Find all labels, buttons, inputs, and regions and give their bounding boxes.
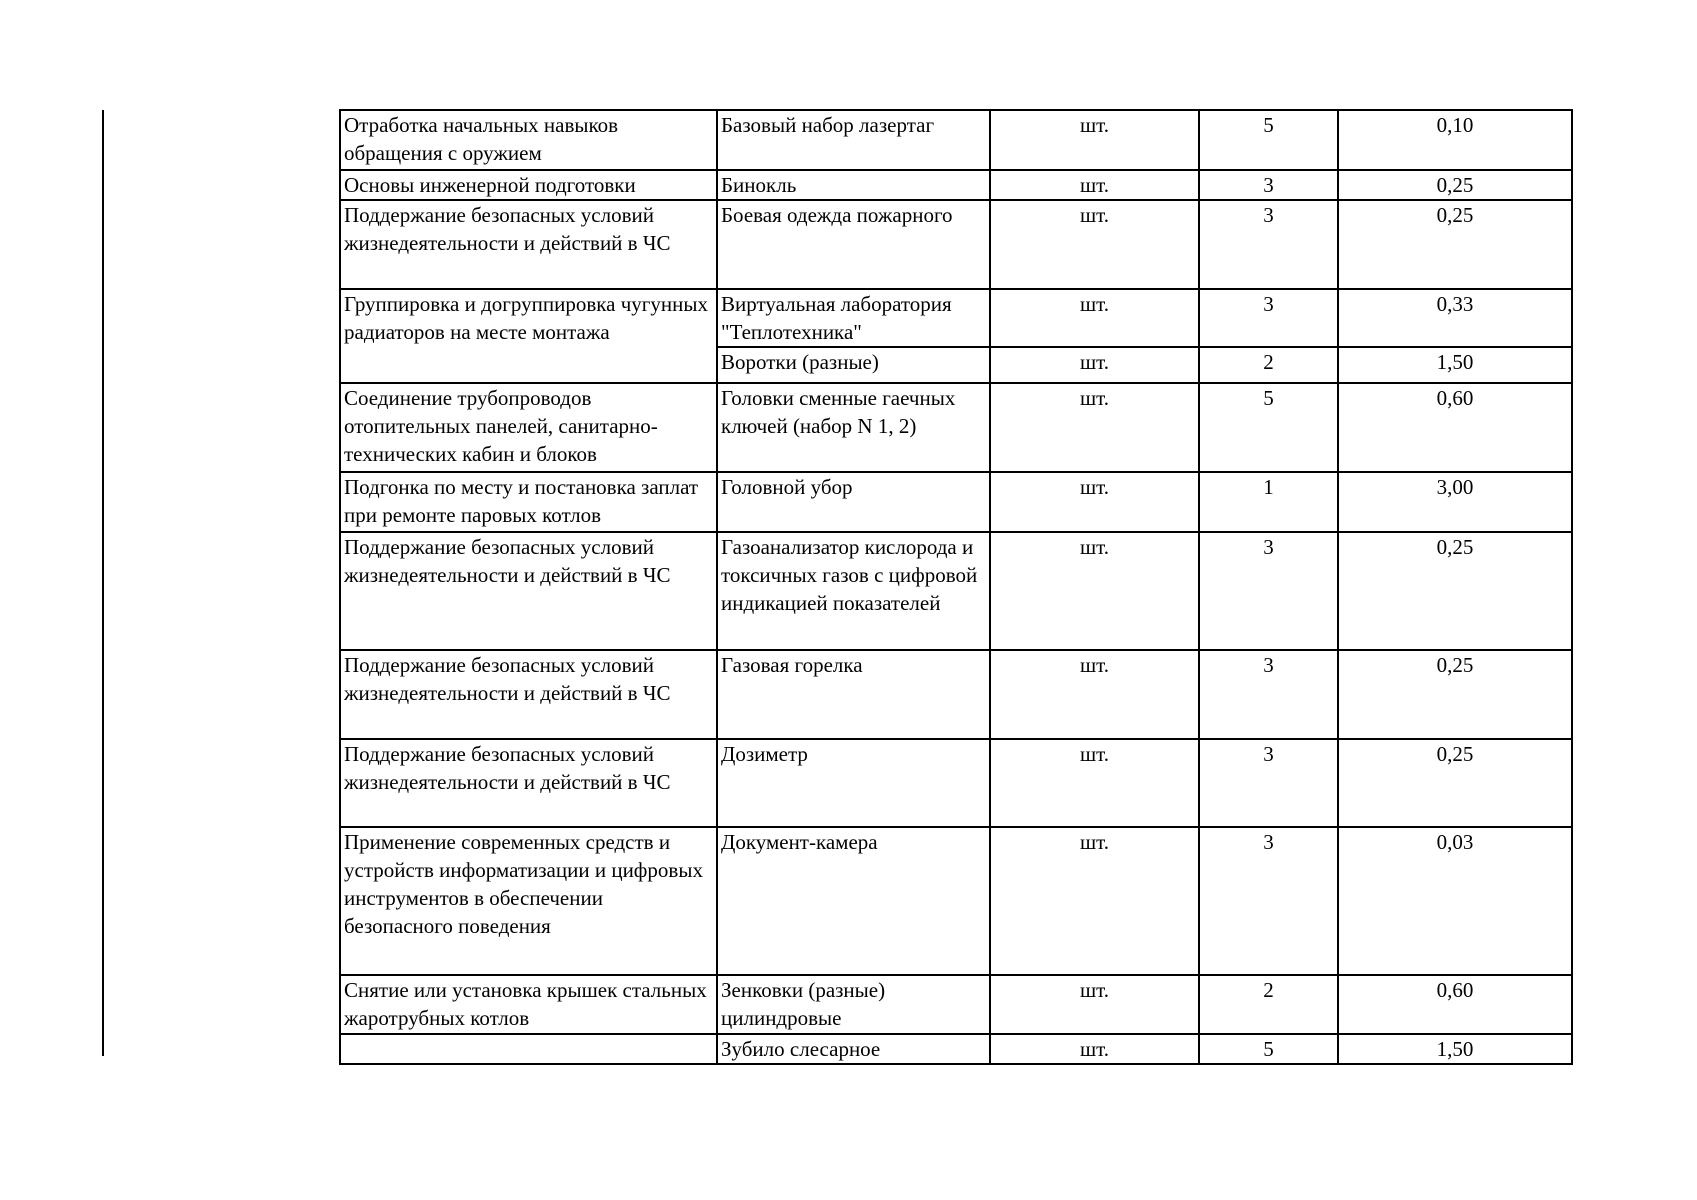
unit-cell: шт. bbox=[990, 975, 1199, 1034]
norm-cell: 1,50 bbox=[1338, 1034, 1572, 1064]
item-cell: Виртуальная лаборатория "Теплотехника" bbox=[717, 289, 990, 347]
unit-cell: шт. bbox=[990, 110, 1199, 170]
norm-cell: 0,25 bbox=[1338, 739, 1572, 827]
norm-cell: 1,50 bbox=[1338, 347, 1572, 383]
norm-cell: 0,60 bbox=[1338, 975, 1572, 1034]
item-cell: Бинокль bbox=[717, 170, 990, 200]
item-cell: Воротки (разные) bbox=[717, 347, 990, 383]
unit-cell: шт. bbox=[990, 1034, 1199, 1064]
equipment-table bbox=[339, 109, 1573, 1065]
topic-cell: Группировка и догруппировка чугунных радиаторов на месте монтажа bbox=[340, 289, 717, 383]
topic-cell: Поддержание безопасных условий жизнедеятельности и действий в ЧС bbox=[340, 739, 717, 827]
unit-cell: шт. bbox=[990, 170, 1199, 200]
table-row bbox=[340, 170, 1572, 200]
unit-cell: шт. bbox=[990, 650, 1199, 739]
topic-cell: Снятие или установка крышек стальных жаротрубных котлов bbox=[340, 975, 717, 1034]
qty-cell: 3 bbox=[1199, 739, 1338, 827]
item-cell: Газоанализатор кислорода и токсичных газов с цифровой индикацией показателей bbox=[717, 532, 990, 650]
topic-cell: Подгонка по месту и постановка заплат при ремонте паровых котлов bbox=[340, 472, 717, 532]
qty-cell: 5 bbox=[1199, 383, 1338, 472]
item-cell: Дозиметр bbox=[717, 739, 990, 827]
table-row bbox=[340, 739, 1572, 827]
qty-cell: 3 bbox=[1199, 827, 1338, 975]
table-row bbox=[340, 472, 1572, 532]
norm-cell: 0,10 bbox=[1338, 110, 1572, 170]
unit-cell: шт. bbox=[990, 347, 1199, 383]
table-row bbox=[340, 289, 1572, 347]
table-row bbox=[340, 975, 1572, 1034]
left-margin-rule bbox=[102, 110, 104, 1056]
unit-cell: шт. bbox=[990, 472, 1199, 532]
topic-cell: Соединение трубопроводов отопительных панелей, санитарно-технических кабин и блоков bbox=[340, 383, 717, 472]
norm-cell: 3,00 bbox=[1338, 472, 1572, 532]
qty-cell: 2 bbox=[1199, 975, 1338, 1034]
qty-cell: 5 bbox=[1199, 110, 1338, 170]
norm-cell: 0,33 bbox=[1338, 289, 1572, 347]
item-cell: Газовая горелка bbox=[717, 650, 990, 739]
item-cell: Зубило слесарное bbox=[717, 1034, 990, 1064]
norm-cell: 0,25 bbox=[1338, 650, 1572, 739]
qty-cell: 3 bbox=[1199, 170, 1338, 200]
qty-cell: 3 bbox=[1199, 650, 1338, 739]
qty-cell: 3 bbox=[1199, 289, 1338, 347]
unit-cell: шт. bbox=[990, 739, 1199, 827]
unit-cell: шт. bbox=[990, 289, 1199, 347]
item-cell: Зенковки (разные) цилиндровые bbox=[717, 975, 990, 1034]
unit-cell: шт. bbox=[990, 383, 1199, 472]
table-row bbox=[340, 827, 1572, 975]
table-row bbox=[340, 383, 1572, 472]
qty-cell: 3 bbox=[1199, 200, 1338, 289]
topic-cell: Основы инженерной подготовки bbox=[340, 170, 717, 200]
unit-cell: шт. bbox=[990, 827, 1199, 975]
table-row bbox=[340, 200, 1572, 289]
table-row bbox=[340, 1034, 1572, 1064]
topic-cell bbox=[340, 1034, 717, 1064]
item-cell: Документ-камера bbox=[717, 827, 990, 975]
norm-cell: 0,60 bbox=[1338, 383, 1572, 472]
item-cell: Базовый набор лазертаг bbox=[717, 110, 990, 170]
topic-cell: Поддержание безопасных условий жизнедеятельности и действий в ЧС bbox=[340, 650, 717, 739]
norm-cell: 0,25 bbox=[1338, 200, 1572, 289]
item-cell: Боевая одежда пожарного bbox=[717, 200, 990, 289]
qty-cell: 2 bbox=[1199, 347, 1338, 383]
norm-cell: 0,25 bbox=[1338, 170, 1572, 200]
qty-cell: 3 bbox=[1199, 532, 1338, 650]
topic-cell: Поддержание безопасных условий жизнедеятельности и действий в ЧС bbox=[340, 200, 717, 289]
table-row bbox=[340, 532, 1572, 650]
item-cell: Головки сменные гаечных ключей (набор N 1, 2) bbox=[717, 383, 990, 472]
qty-cell: 5 bbox=[1199, 1034, 1338, 1064]
norm-cell: 0,03 bbox=[1338, 827, 1572, 975]
norm-cell: 0,25 bbox=[1338, 532, 1572, 650]
topic-cell: Отработка начальных навыков обращения с оружием bbox=[340, 110, 717, 170]
table-row bbox=[340, 650, 1572, 739]
item-cell: Головной убор bbox=[717, 472, 990, 532]
qty-cell: 1 bbox=[1199, 472, 1338, 532]
unit-cell: шт. bbox=[990, 200, 1199, 289]
table-row bbox=[340, 110, 1572, 170]
unit-cell: шт. bbox=[990, 532, 1199, 650]
topic-cell: Применение современных средств и устройств информатизации и цифровых инструментов в обеспечении безопасного поведения bbox=[340, 827, 717, 975]
topic-cell: Поддержание безопасных условий жизнедеятельности и действий в ЧС bbox=[340, 532, 717, 650]
